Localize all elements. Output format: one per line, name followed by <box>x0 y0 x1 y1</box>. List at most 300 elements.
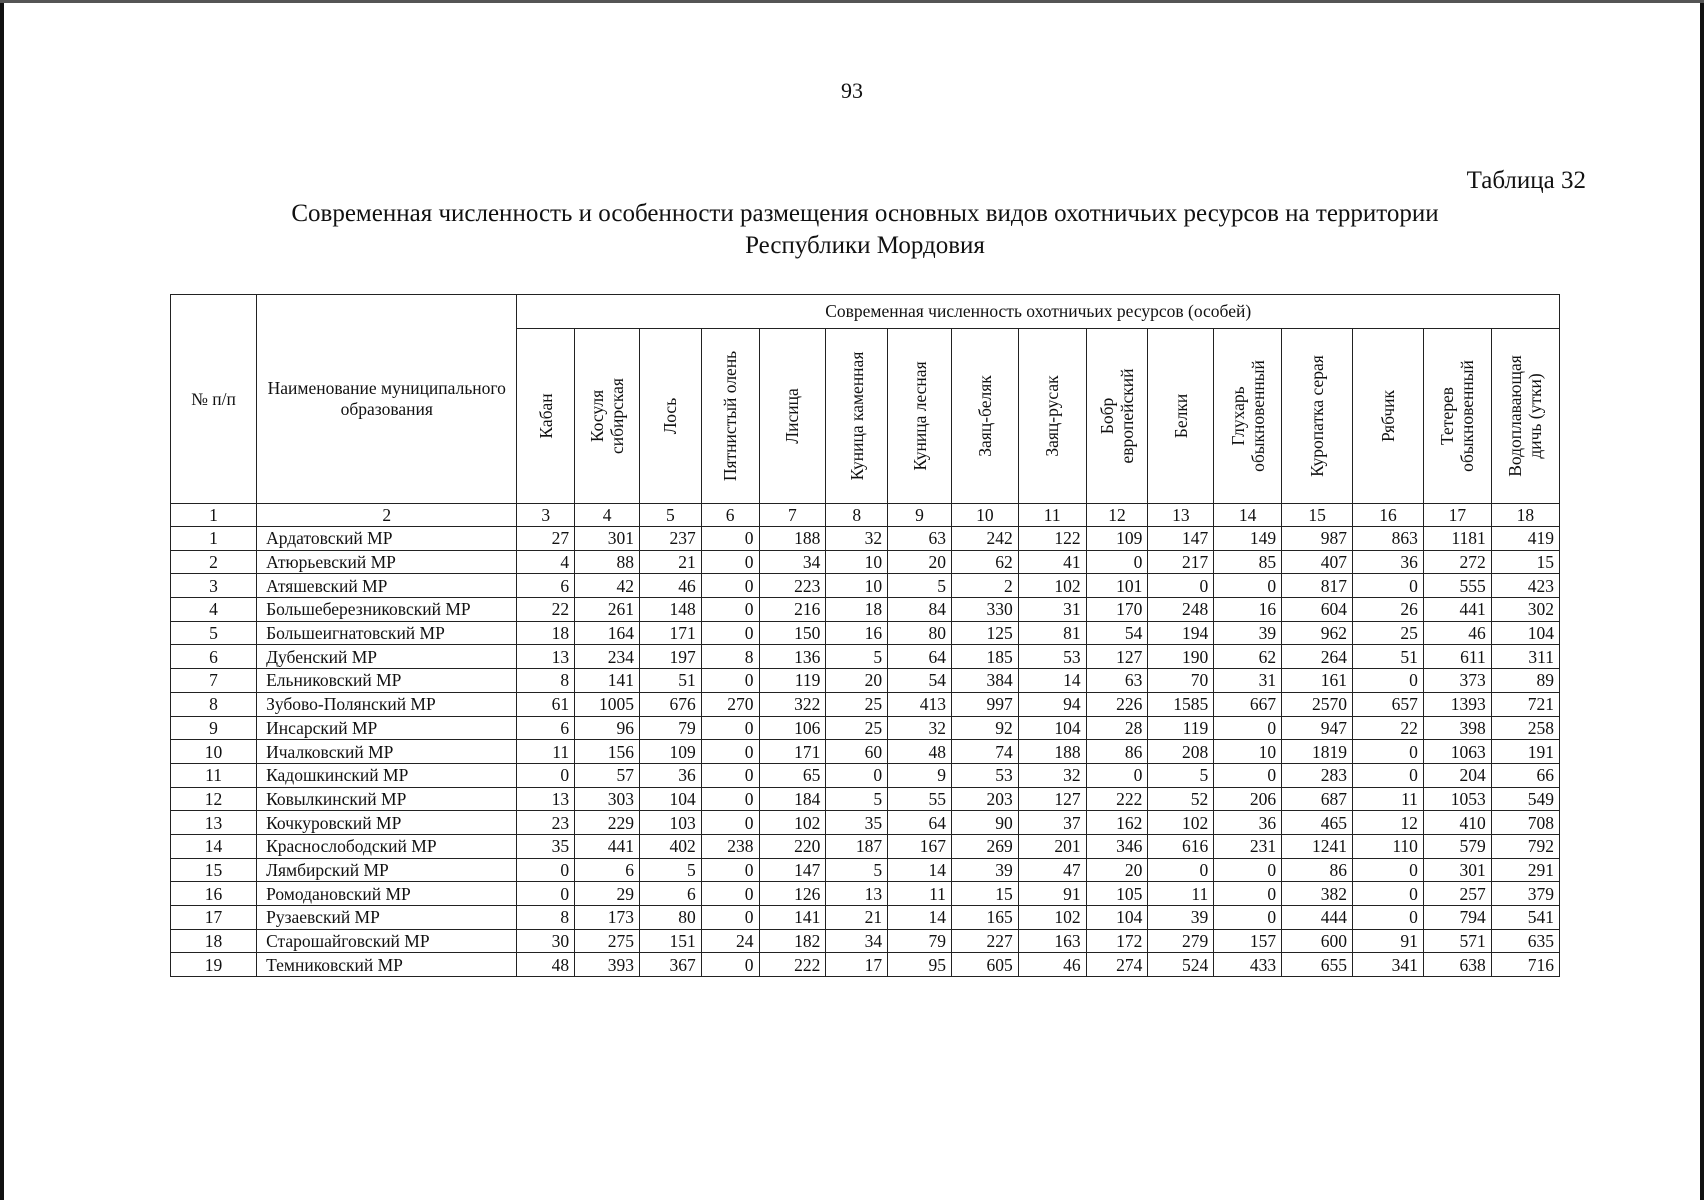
population-value-cell: 667 <box>1214 692 1282 716</box>
population-value-cell: 141 <box>759 906 826 930</box>
column-index-cell: 8 <box>826 504 888 527</box>
population-value-cell: 185 <box>951 645 1018 669</box>
column-header-species-label <box>975 375 995 457</box>
population-value-cell: 0 <box>1353 669 1424 693</box>
column-header-line: обыкновенный <box>1457 360 1478 472</box>
row-number-cell: 4 <box>171 598 257 622</box>
population-value-cell: 208 <box>1148 740 1214 764</box>
column-header-species-label <box>1505 355 1545 477</box>
population-value-cell: 220 <box>759 834 826 858</box>
row-number-cell: 11 <box>171 763 257 787</box>
population-value-cell: 0 <box>701 621 759 645</box>
population-value-cell: 792 <box>1491 834 1559 858</box>
population-value-cell: 6 <box>575 858 640 882</box>
population-value-cell: 444 <box>1282 906 1353 930</box>
population-value-cell: 794 <box>1423 906 1491 930</box>
population-value-cell: 96 <box>575 716 640 740</box>
population-value-cell: 62 <box>951 550 1018 574</box>
population-value-cell: 14 <box>1018 669 1086 693</box>
population-value-cell: 0 <box>701 787 759 811</box>
population-value-cell: 86 <box>1086 740 1148 764</box>
population-value-cell: 5 <box>888 574 952 598</box>
population-value-cell: 5 <box>1148 763 1214 787</box>
row-number-cell: 3 <box>171 574 257 598</box>
population-value-cell: 0 <box>701 527 759 551</box>
population-value-cell: 51 <box>639 669 701 693</box>
column-index-cell: 6 <box>701 504 759 527</box>
population-value-cell: 302 <box>1491 598 1559 622</box>
column-header-line: Лось <box>660 397 681 435</box>
population-value-cell: 197 <box>639 645 701 669</box>
column-header-species <box>888 329 952 504</box>
population-value-cell: 119 <box>759 669 826 693</box>
population-value-cell: 11 <box>888 882 952 906</box>
column-header-species-label <box>536 393 556 438</box>
population-value-cell: 234 <box>575 645 640 669</box>
population-value-cell: 269 <box>951 834 1018 858</box>
population-value-cell: 41 <box>1018 550 1086 574</box>
column-header-line: дичь (утки) <box>1525 373 1546 459</box>
population-value-cell: 88 <box>575 550 640 574</box>
population-value-cell: 13 <box>517 645 575 669</box>
population-value-cell: 119 <box>1148 716 1214 740</box>
population-value-cell: 0 <box>701 574 759 598</box>
population-value-cell: 141 <box>575 669 640 693</box>
municipality-name-cell: Большеберезниковский МР <box>257 598 517 622</box>
column-header-line: Водоплавающая <box>1505 355 1526 477</box>
population-value-cell: 32 <box>888 716 952 740</box>
row-number-cell: 2 <box>171 550 257 574</box>
population-value-cell: 11 <box>1353 787 1424 811</box>
municipality-name-cell: Темниковский МР <box>257 953 517 977</box>
municipality-name-cell: Лямбирский МР <box>257 858 517 882</box>
population-value-cell: 238 <box>701 834 759 858</box>
population-value-cell: 419 <box>1491 527 1559 551</box>
population-value-cell: 204 <box>1423 763 1491 787</box>
population-value-cell: 0 <box>701 953 759 977</box>
population-value-cell: 92 <box>951 716 1018 740</box>
scan-edge-left <box>0 0 4 1200</box>
population-value-cell: 26 <box>1353 598 1424 622</box>
population-value-cell: 0 <box>1353 906 1424 930</box>
scan-edge-right <box>1700 0 1704 1200</box>
population-value-cell: 0 <box>1214 716 1282 740</box>
population-value-cell: 203 <box>951 787 1018 811</box>
population-value-cell: 12 <box>1353 811 1424 835</box>
population-value-cell: 35 <box>826 811 888 835</box>
population-value-cell: 190 <box>1148 645 1214 669</box>
population-value-cell: 20 <box>826 669 888 693</box>
population-value-cell: 109 <box>1086 527 1148 551</box>
column-header-species-label <box>660 398 680 434</box>
population-value-cell: 962 <box>1282 621 1353 645</box>
population-value-cell: 379 <box>1491 882 1559 906</box>
table-row <box>171 716 1560 740</box>
population-value-cell: 25 <box>826 692 888 716</box>
scan-edge-top <box>0 0 1704 3</box>
column-index-cell: 4 <box>575 504 640 527</box>
population-value-cell: 413 <box>888 692 952 716</box>
municipality-name-cell: Кочкуровский МР <box>257 811 517 835</box>
row-number-cell: 6 <box>171 645 257 669</box>
column-header-species-label <box>1042 375 1062 456</box>
population-value-cell: 301 <box>1423 858 1491 882</box>
column-header-species-label <box>1171 394 1191 438</box>
municipality-name-cell: Атяшевский МР <box>257 574 517 598</box>
population-value-cell: 14 <box>888 858 952 882</box>
population-value-cell: 104 <box>1018 716 1086 740</box>
table-row <box>171 527 1560 551</box>
population-value-cell: 191 <box>1491 740 1559 764</box>
column-header-species <box>1282 329 1353 504</box>
column-header-species <box>951 329 1018 504</box>
population-value-cell: 64 <box>888 645 952 669</box>
population-value-cell: 63 <box>1086 669 1148 693</box>
column-header-species <box>1214 329 1282 504</box>
population-value-cell: 102 <box>1018 574 1086 598</box>
table-row <box>171 645 1560 669</box>
population-value-cell: 10 <box>826 550 888 574</box>
table-row <box>171 858 1560 882</box>
column-header-line: Куропатка серая <box>1307 355 1328 477</box>
column-header-species-label <box>910 361 930 470</box>
column-index-cell: 14 <box>1214 504 1282 527</box>
population-value-cell: 102 <box>1148 811 1214 835</box>
population-value-cell: 384 <box>951 669 1018 693</box>
population-value-cell: 102 <box>759 811 826 835</box>
table-body <box>171 527 1560 977</box>
population-value-cell: 1181 <box>1423 527 1491 551</box>
population-value-cell: 157 <box>1214 929 1282 953</box>
population-value-cell: 36 <box>1214 811 1282 835</box>
population-value-cell: 125 <box>951 621 1018 645</box>
population-value-cell: 0 <box>1353 882 1424 906</box>
population-value-cell: 657 <box>1353 692 1424 716</box>
table-label: Таблица 32 <box>1466 167 1586 194</box>
population-value-cell: 258 <box>1491 716 1559 740</box>
population-value-cell: 407 <box>1282 550 1353 574</box>
population-value-cell: 47 <box>1018 858 1086 882</box>
population-value-cell: 0 <box>517 858 575 882</box>
population-value-cell: 103 <box>639 811 701 835</box>
population-value-cell: 70 <box>1148 669 1214 693</box>
population-value-cell: 8 <box>517 669 575 693</box>
population-value-cell: 29 <box>575 882 640 906</box>
population-value-cell: 16 <box>826 621 888 645</box>
column-index-cell: 2 <box>257 504 517 527</box>
population-value-cell: 28 <box>1086 716 1148 740</box>
population-value-cell: 151 <box>639 929 701 953</box>
population-value-cell: 441 <box>1423 598 1491 622</box>
table-row <box>171 692 1560 716</box>
population-value-cell: 14 <box>888 906 952 930</box>
table-row <box>171 787 1560 811</box>
population-value-cell: 54 <box>1086 621 1148 645</box>
document-title-line-2: Республики Мордовия <box>745 232 985 259</box>
row-number-cell: 13 <box>171 811 257 835</box>
column-header-line: Заяц-русак <box>1042 375 1063 457</box>
municipality-name-cell: Краснослободский МР <box>257 834 517 858</box>
column-header-line: Рябчик <box>1377 389 1398 443</box>
municipality-name-cell: Ромодановский МР <box>257 882 517 906</box>
population-value-cell: 74 <box>951 740 1018 764</box>
population-value-cell: 0 <box>517 882 575 906</box>
population-value-cell: 184 <box>759 787 826 811</box>
column-header-line: Косуля <box>587 389 608 443</box>
column-header-line: Куница лесная <box>909 361 930 471</box>
population-value-cell: 600 <box>1282 929 1353 953</box>
population-value-cell: 382 <box>1282 882 1353 906</box>
population-value-cell: 423 <box>1491 574 1559 598</box>
row-number-cell: 15 <box>171 858 257 882</box>
population-value-cell: 0 <box>1148 574 1214 598</box>
population-value-cell: 86 <box>1282 858 1353 882</box>
population-value-cell: 188 <box>1018 740 1086 764</box>
population-value-cell: 39 <box>1148 906 1214 930</box>
population-value-cell: 149 <box>1214 527 1282 551</box>
population-value-cell: 270 <box>701 692 759 716</box>
population-value-cell: 0 <box>1353 858 1424 882</box>
column-index-cell: 3 <box>517 504 575 527</box>
population-value-cell: 52 <box>1148 787 1214 811</box>
population-value-cell: 35 <box>517 834 575 858</box>
population-value-cell: 136 <box>759 645 826 669</box>
population-value-cell: 170 <box>1086 598 1148 622</box>
population-value-cell: 997 <box>951 692 1018 716</box>
population-value-cell: 150 <box>759 621 826 645</box>
population-value-cell: 346 <box>1086 834 1148 858</box>
population-value-cell: 226 <box>1086 692 1148 716</box>
column-header-species <box>1353 329 1424 504</box>
population-value-cell: 46 <box>1018 953 1086 977</box>
population-value-cell: 0 <box>701 598 759 622</box>
population-value-cell: 48 <box>517 953 575 977</box>
population-value-cell: 187 <box>826 834 888 858</box>
population-value-cell: 46 <box>1423 621 1491 645</box>
population-value-cell: 91 <box>1018 882 1086 906</box>
column-header-number: № п/п <box>171 295 257 504</box>
column-index-cell: 5 <box>639 504 701 527</box>
population-value-cell: 541 <box>1491 906 1559 930</box>
population-value-cell: 18 <box>517 621 575 645</box>
population-value-cell: 171 <box>759 740 826 764</box>
municipality-name-cell: Дубенский МР <box>257 645 517 669</box>
population-value-cell: 0 <box>701 740 759 764</box>
population-value-cell: 79 <box>639 716 701 740</box>
column-index-row <box>171 504 1560 527</box>
municipality-name-cell: Атюрьевский МР <box>257 550 517 574</box>
population-value-cell: 105 <box>1086 882 1148 906</box>
population-value-cell: 0 <box>1148 858 1214 882</box>
population-value-cell: 30 <box>517 929 575 953</box>
column-header-species <box>517 329 575 504</box>
population-value-cell: 863 <box>1353 527 1424 551</box>
column-header-species <box>639 329 701 504</box>
population-value-cell: 24 <box>701 929 759 953</box>
population-value-cell: 15 <box>1491 550 1559 574</box>
population-value-cell: 22 <box>517 598 575 622</box>
population-value-cell: 0 <box>517 763 575 787</box>
row-number-cell: 1 <box>171 527 257 551</box>
population-value-cell: 156 <box>575 740 640 764</box>
row-number-cell: 18 <box>171 929 257 953</box>
population-value-cell: 676 <box>639 692 701 716</box>
population-value-cell: 25 <box>826 716 888 740</box>
municipality-name-cell: Ельниковский МР <box>257 669 517 693</box>
table-row <box>171 882 1560 906</box>
population-value-cell: 0 <box>701 763 759 787</box>
population-value-cell: 433 <box>1214 953 1282 977</box>
population-value-cell: 104 <box>639 787 701 811</box>
population-value-cell: 0 <box>701 906 759 930</box>
population-value-cell: 10 <box>1214 740 1282 764</box>
column-header-species-label <box>847 352 867 481</box>
population-value-cell: 21 <box>639 550 701 574</box>
population-value-cell: 147 <box>1148 527 1214 551</box>
population-value-cell: 42 <box>575 574 640 598</box>
population-value-cell: 264 <box>1282 645 1353 669</box>
population-value-cell: 25 <box>1353 621 1424 645</box>
table-header <box>171 295 1560 527</box>
population-value-cell: 20 <box>888 550 952 574</box>
column-index-cell: 17 <box>1423 504 1491 527</box>
population-value-cell: 37 <box>1018 811 1086 835</box>
population-value-cell: 194 <box>1148 621 1214 645</box>
population-value-cell: 275 <box>575 929 640 953</box>
population-value-cell: 106 <box>759 716 826 740</box>
population-value-cell: 11 <box>517 740 575 764</box>
table-row <box>171 811 1560 835</box>
population-value-cell: 231 <box>1214 834 1282 858</box>
population-value-cell: 165 <box>951 906 1018 930</box>
population-value-cell: 122 <box>1018 527 1086 551</box>
municipality-name-cell: Ичалковский МР <box>257 740 517 764</box>
population-value-cell: 311 <box>1491 645 1559 669</box>
population-value-cell: 31 <box>1214 669 1282 693</box>
population-value-cell: 257 <box>1423 882 1491 906</box>
population-value-cell: 102 <box>1018 906 1086 930</box>
population-value-cell: 39 <box>1214 621 1282 645</box>
population-value-cell: 104 <box>1086 906 1148 930</box>
population-value-cell: 51 <box>1353 645 1424 669</box>
population-value-cell: 127 <box>1018 787 1086 811</box>
document-title-line-1: Современная численность и особенности размещения основных видов охотничьих ресурсов на территории <box>291 200 1439 227</box>
population-value-cell: 216 <box>759 598 826 622</box>
population-value-cell: 89 <box>1491 669 1559 693</box>
population-value-cell: 21 <box>826 906 888 930</box>
population-value-cell: 223 <box>759 574 826 598</box>
population-value-cell: 126 <box>759 882 826 906</box>
population-value-cell: 161 <box>1282 669 1353 693</box>
population-value-cell: 655 <box>1282 953 1353 977</box>
population-value-cell: 222 <box>759 953 826 977</box>
population-value-cell: 17 <box>826 953 888 977</box>
population-value-cell: 15 <box>951 882 1018 906</box>
population-value-cell: 64 <box>888 811 952 835</box>
column-header-name: Наименование муниципального образования <box>257 295 517 504</box>
population-value-cell: 227 <box>951 929 1018 953</box>
population-value-cell: 53 <box>1018 645 1086 669</box>
column-header-species <box>826 329 888 504</box>
population-value-cell: 330 <box>951 598 1018 622</box>
column-header-species-label <box>1228 360 1268 472</box>
population-value-cell: 242 <box>951 527 1018 551</box>
row-number-cell: 19 <box>171 953 257 977</box>
population-value-cell: 0 <box>701 858 759 882</box>
population-value-cell: 109 <box>639 740 701 764</box>
row-number-cell: 12 <box>171 787 257 811</box>
population-value-cell: 341 <box>1353 953 1424 977</box>
population-value-cell: 0 <box>701 882 759 906</box>
population-value-cell: 0 <box>1086 550 1148 574</box>
population-value-cell: 303 <box>575 787 640 811</box>
table-row <box>171 929 1560 953</box>
population-value-cell: 274 <box>1086 953 1148 977</box>
population-value-cell: 6 <box>639 882 701 906</box>
population-value-cell: 465 <box>1282 811 1353 835</box>
column-header-species-label <box>1307 355 1327 477</box>
population-value-cell: 57 <box>575 763 640 787</box>
population-value-cell: 80 <box>888 621 952 645</box>
column-header-species <box>759 329 826 504</box>
population-value-cell: 0 <box>1214 906 1282 930</box>
row-number-cell: 10 <box>171 740 257 764</box>
population-value-cell: 0 <box>1353 574 1424 598</box>
population-value-cell: 0 <box>701 716 759 740</box>
population-value-cell: 0 <box>701 811 759 835</box>
column-header-species <box>1423 329 1491 504</box>
municipality-name-cell: Большеигнатовский МР <box>257 621 517 645</box>
population-value-cell: 0 <box>1214 882 1282 906</box>
municipality-name-cell: Рузаевский МР <box>257 906 517 930</box>
population-value-cell: 22 <box>1353 716 1424 740</box>
population-value-cell: 164 <box>575 621 640 645</box>
population-value-cell: 84 <box>888 598 952 622</box>
population-value-cell: 36 <box>639 763 701 787</box>
population-value-cell: 62 <box>1214 645 1282 669</box>
column-header-line: Тетерев <box>1437 387 1458 445</box>
population-value-cell: 2570 <box>1282 692 1353 716</box>
row-number-cell: 7 <box>171 669 257 693</box>
document-title <box>190 198 1540 262</box>
population-value-cell: 54 <box>888 669 952 693</box>
population-value-cell: 206 <box>1214 787 1282 811</box>
population-value-cell: 32 <box>1018 763 1086 787</box>
column-header-line: Лисица <box>782 388 803 444</box>
population-value-cell: 611 <box>1423 645 1491 669</box>
population-value-cell: 173 <box>575 906 640 930</box>
population-value-cell: 1005 <box>575 692 640 716</box>
population-value-cell: 66 <box>1491 763 1559 787</box>
population-value-cell: 90 <box>951 811 1018 835</box>
population-value-cell: 605 <box>951 953 1018 977</box>
population-value-cell: 2 <box>951 574 1018 598</box>
column-group-header: Современная численность охотничьих ресурсов (особей) <box>517 295 1560 329</box>
column-header-line: сибирская <box>607 378 628 454</box>
population-value-cell: 708 <box>1491 811 1559 835</box>
population-value-cell: 55 <box>888 787 952 811</box>
table-row <box>171 621 1560 645</box>
row-number-cell: 8 <box>171 692 257 716</box>
column-index-cell: 12 <box>1086 504 1148 527</box>
population-value-cell: 5 <box>826 645 888 669</box>
municipality-name-cell: Старошайговский МР <box>257 929 517 953</box>
column-index-cell: 7 <box>759 504 826 527</box>
population-value-cell: 237 <box>639 527 701 551</box>
population-value-cell: 817 <box>1282 574 1353 598</box>
population-value-cell: 171 <box>639 621 701 645</box>
municipality-name-cell: Зубово-Полянский МР <box>257 692 517 716</box>
